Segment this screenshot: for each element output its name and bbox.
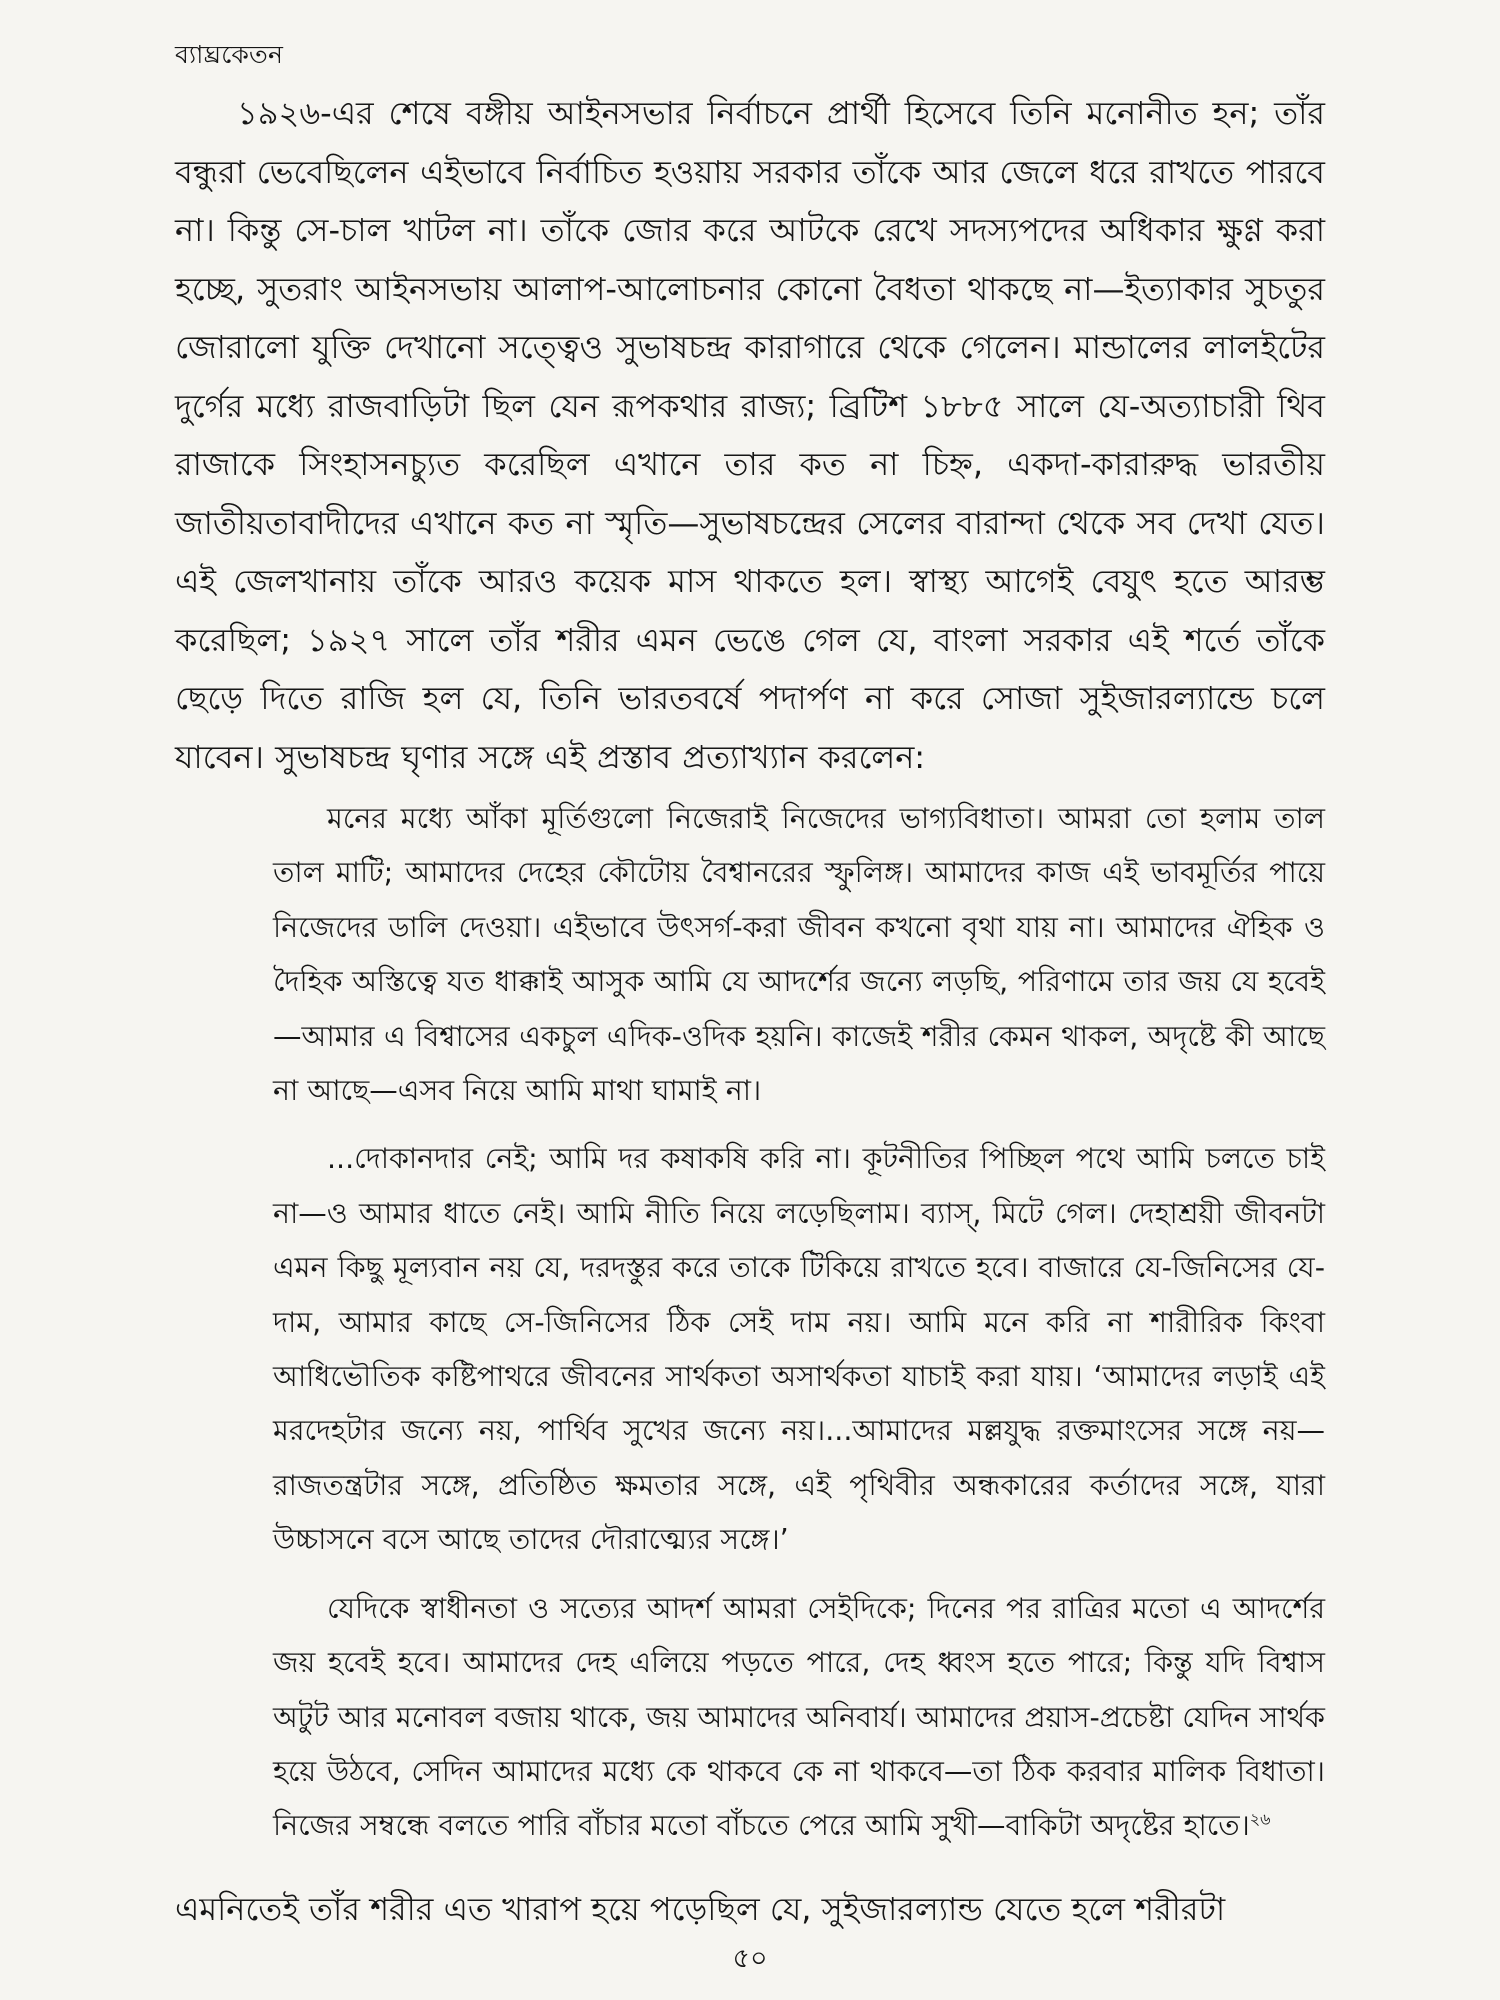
quote-paragraph-3 (273, 1582, 1325, 1854)
quote-paragraph-2: ...দোকানদার নেই; আমি দর কষাকষি করি না। কূটনীতির পিচ্ছিল পথে আমি চলতে চাই না—ও আমার ধাতে নেই। আমি নীতি নিয়ে লড়েছিলাম। ব্যাস্, মিটে গেল। দেহাশ্রয়ী জীবনটা এমন কিছু মূল্যবান নয় যে, দরদস্তুর করে তাকে টিকিয়ে রাখতে হবে। বাজারে যে-জিনিসের যে-দাম, আমার কাছে সে-জিনিসের ঠিক সেই দাম নয়। আমি মনে করি না শারীরিক কিংবা আধিভৌতিক কষ্টিপাথরে জীবনের সার্থকতা অসার্থকতা যাচাই করা যায়। ‘আমাদের লড়াই এই মরদেহটার জন্যে নয়, পার্থিব সুখের জন্যে নয়।...আমাদের মল্লযুদ্ধ রক্তমাংসের সঙ্গে নয়—রাজতন্ত্রটার সঙ্গে, প্রতিষ্ঠিত ক্ষমতার সঙ্গে, এই পৃথিবীর অন্ধকারের কর্তাদের সঙ্গে, যারা উচ্চাসনে বসে আছে তাদের দৌরাত্ম্যের সঙ্গে।’ (273, 1142, 1325, 1557)
page-number: ৫০ (732, 1943, 768, 1974)
running-title: ব্যাঘ্রকেতন (175, 40, 284, 69)
quote-paragraph-1: মনের মধ্যে আঁকা মূর্তিগুলো নিজেরাই নিজেদের ভাগ্যবিধাতা। আমরা তো হলাম তাল তাল মাটি; আমাদের দেহের কৌটোয় বৈশ্বানরের স্ফুলিঙ্গ। আমাদের কাজ এই ভাবমূর্তির পায়ে নিজেদের ডালি দেওয়া। এইভাবে উৎসর্গ-করা জীবন কখনো বৃথা যায় না। আমাদের ঐহিক ও দৈহিক অস্তিত্বে যত ধাক্কাই আসুক আমি যে আদর্শের জন্যে লড়ছি, পরিণামে তার জয় যে হবেই—আমার এ বিশ্বাসের একচুল এদিক-ওদিক হয়নি। কাজেই শরীর কেমন থাকল, অদৃষ্টে কী আছে না আছে—এসব নিয়ে আমি মাথা ঘামাই না। (273, 802, 1325, 1108)
quote-paragraph-3-text: যেদিকে স্বাধীনতা ও সত্যের আদর্শ আমরা সেইদিকে; দিনের পর রাত্রির মতো এ আদর্শের জয় হবেই হবে। আমাদের দেহ এলিয়ে পড়তে পারে, দেহ ধ্বংস হতে পারে; কিন্তু যদি বিশ্বাস অটুট আর মনোবল বজায় থাকে, জয় আমাদের অনিবার্য। আমাদের প্রয়াস-প্রচেষ্টা যেদিন সার্থক হয়ে উঠবে, সেদিন আমাদের মধ্যে কে থাকবে কে না থাকবে—তা ঠিক করবার মালিক বিধাতা। নিজের সম্বন্ধে বলতে পারি বাঁচার মতো বাঁচতে পেরে আমি সুখী—বাকিটা অদৃষ্টের হাতে। (273, 1591, 1325, 1843)
footnote-reference[interactable]: ২৬ (1249, 1809, 1271, 1829)
body-paragraph-2: এমনিতেই তাঁর শরীর এত খারাপ হয়ে পড়েছিল যে, সুইজারল্যান্ড যেতে হলে শরীরটা (175, 1889, 1226, 1928)
body-paragraph-1: ১৯২৬-এর শেষে বঙ্গীয় আইনসভার নির্বাচনে প্রার্থী হিসেবে তিনি মনোনীত হন; তাঁর বন্ধুরা ভেবেছিলেন এইভাবে নির্বাচিত হওয়ায় সরকার তাঁকে আর জেলে ধরে রাখতে পারবে না। কিন্তু সে-চাল খাটল না। তাঁকে জোর করে আটকে রেখে সদস্যপদের অধিকার ক্ষুণ্ণ করা হচ্ছে, সুতরাং আইনসভায় আলাপ-আলোচনার কোনো বৈধতা থাকছে না—ইত্যাকার সুচতুর জোরালো যুক্তি দেখানো সত্ত্বেও সুভাষচন্দ্র কারাগারে থেকে গেলেন। মান্ডালের লালইটের দুর্গের মধ্যে রাজবাড়িটা ছিল যেন রূপকথার রাজ্য; ব্রিটিশ ১৮৮৫ সালে যে-অত্যাচারী থিব রাজাকে সিংহাসনচ্যুত করেছিল এখানে তার কত না চিহ্ন, একদা-কারারুদ্ধ ভারতীয় জাতীয়তাবাদীদের এখানে কত না স্মৃতি—সুভাষচন্দ্রের সেলের বারান্দা থেকে সব দেখা যেত। এই জেলখানায় তাঁকে আরও কয়েক মাস থাকতে হল। স্বাস্থ্য আগেই বেযুৎ হতে আরম্ভ করেছিল; ১৯২৭ সালে তাঁর শরীর এমন ভেঙে গেল যে, বাংলা সরকার এই শর্তে তাঁকে ছেড়ে দিতে রাজি হল যে, তিনি ভারতবর্ষে পদার্পণ না করে সোজা সুইজারল্যান্ডে চলে যাবেন। সুভাষচন্দ্র ঘৃণার সঙ্গে এই প্রস্তাব প্রত্যাখ্যান করলেন: (175, 94, 1325, 776)
block-quote (175, 792, 1325, 1854)
